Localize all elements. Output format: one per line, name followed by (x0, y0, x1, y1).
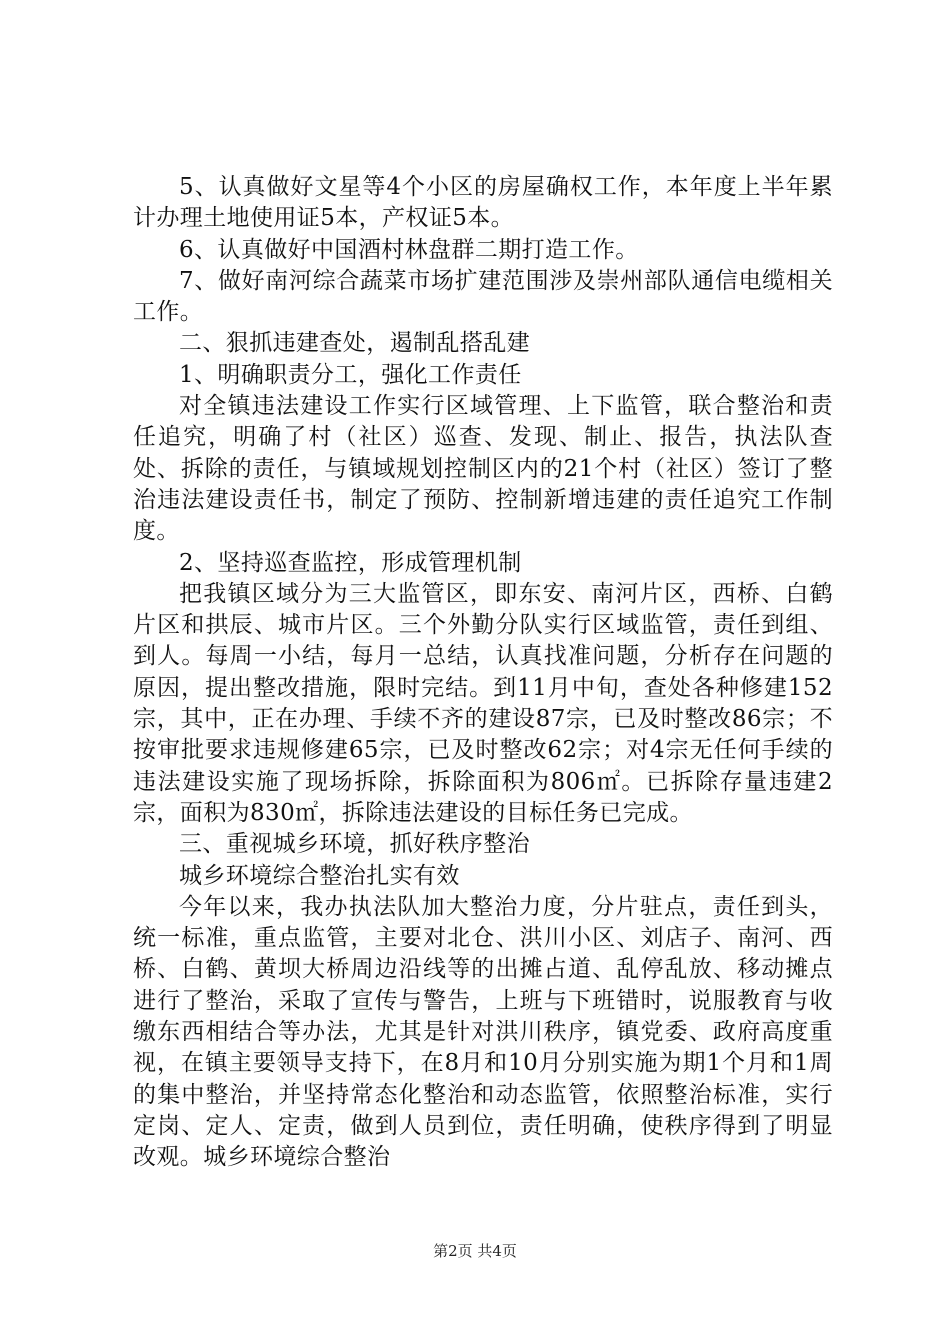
paragraph-2: 6、认真做好中国酒村林盘群二期打造工作。 (179, 236, 639, 263)
paragraph-4: 对全镇违法建设工作实行区域管理、上下监管，联合整治和责任追究，明确了村（社区）巡查、发现、制止、报告，执法队查处、拆除的责任，与镇域规划控制区内的21个村（社区）签订了整治违法建设责任书，制定了预防、控制新增违建的责任追究工作制度。 (133, 393, 833, 545)
subheading-2: 2、坚持巡查监控，形成管理机制 (179, 549, 522, 576)
section-heading-3: 三、重视城乡环境，抓好秩序整治 (179, 831, 530, 858)
section-heading-2: 二、狠抓违建查处，遏制乱搭乱建 (179, 330, 530, 357)
paragraph-5: 把我镇区域分为三大监管区，即东安、南河片区，西桥、白鹤片区和拱辰、城市片区。三个外勤分队实行区域监管，责任到组、到人。每周一小结，每月一总结，认真找准问题，分析存在问题的原因，提出整改措施，限时完结。到11月中旬，查处各种修建152宗，其中，正在办理、手续不齐的建设87宗，已及时整改86宗；不按审批要求违规修建65宗，已及时整改62宗；对4宗无任何手续的违法建设实施了现场拆除，拆除面积为806㎡。已拆除存量违建2宗，面积为830㎡，拆除违法建设的目标任务已完成。 (133, 580, 833, 826)
document-body (133, 172, 833, 1174)
page-footer: 第2页 共4页 (433, 1242, 517, 1260)
paragraph-3: 7、做好南河综合蔬菜市场扩建范围涉及崇州部队通信电缆相关工作。 (133, 267, 833, 326)
paragraph-1: 5、认真做好文星等4个小区的房屋确权工作，本年度上半年累计办理土地使用证5本，产权证5本。 (133, 174, 833, 232)
paragraph-6: 今年以来，我办执法队加大整治力度，分片驻点，责任到头，统一标准，重点监管，主要对北仓、洪川小区、刘店子、南河、西桥、白鹤、黄坝大桥周边沿线等的出摊占道、乱停乱放、移动摊点进行了整治，采取了宣传与警告，上班与下班错时，说服教育与收缴东西相结合等办法，尤其是针对洪川秩序，镇党委、政府高度重视，在镇主要领导支持下，在8月和10月分别实施为期1个月和1周的集中整治，并坚持常态化整治和动态监管，依照整治标准，实行定岗、定人、定责，做到人员到位，责任明确，使秩序得到了明显改观。城乡环境综合整治 (133, 893, 833, 1171)
subheading-1: 1、明确职责分工，强化工作责任 (179, 361, 522, 388)
subheading-3: 城乡环境综合整治扎实有效 (179, 862, 460, 889)
